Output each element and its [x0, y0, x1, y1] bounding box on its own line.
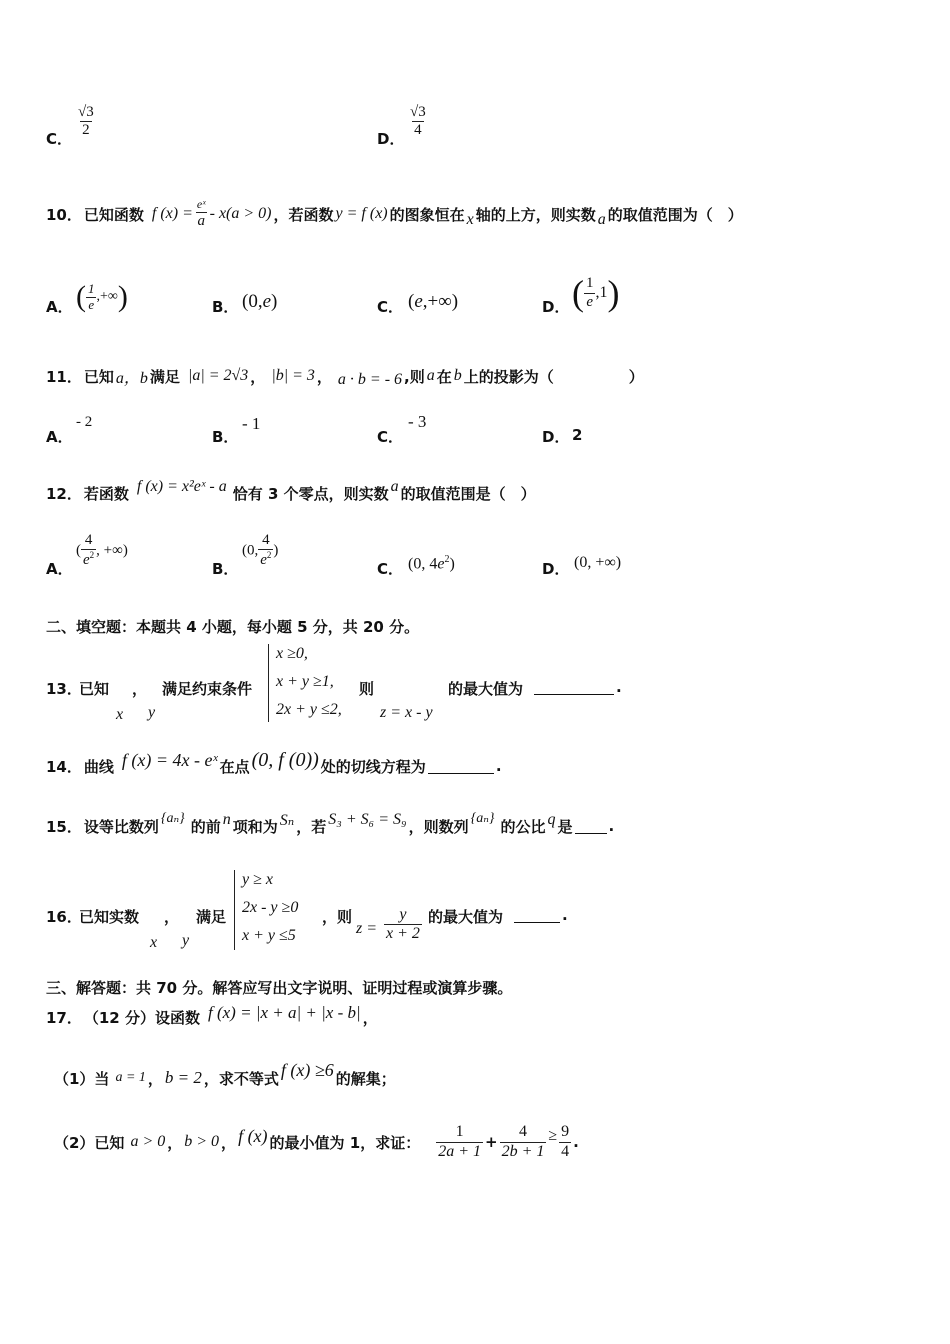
q17-part-2-b: b > 0: [184, 1133, 220, 1150]
q12-option-a: ( $\frac{4}{e^2}$ , +∞): [76, 532, 128, 569]
q13-constraint-1: x ≥0,: [276, 645, 308, 662]
q10-expr-y: y = f (x): [335, 205, 388, 222]
q17-part-2-frac-1: [436, 1123, 483, 1161]
q17-part-1-a: a = 1: [115, 1070, 146, 1085]
q10-func-den: a: [197, 212, 205, 229]
q11-cond-1: |a| = 2√3: [187, 367, 249, 384]
q10-option-d-label: D．: [542, 298, 570, 316]
q10-text-1: 已知函数: [83, 205, 144, 224]
q11-cond-3: a · b = - 6: [337, 371, 403, 388]
q10-func-num: eˣ: [196, 196, 206, 211]
q17-number: 17．: [46, 1008, 82, 1027]
q17-part-2-a: a > 0: [130, 1133, 166, 1150]
q16-sep: ，: [164, 908, 180, 926]
q15-text-3: 项和为: [232, 817, 278, 836]
q13-text-2: 满足约束条件: [162, 680, 253, 698]
q12-text-3: 的取值范围是（ ）: [400, 484, 536, 503]
q12-option-c: (0, $4e^2$): [408, 554, 455, 573]
q10-option-a-label: A．: [46, 298, 73, 316]
q17-part-2-ge: ≥: [548, 1127, 558, 1144]
q11-text-3: ,则: [404, 367, 425, 386]
q17-part-2-sep: ，: [167, 1133, 183, 1152]
q17-part-2-label: （2）已知: [54, 1133, 125, 1152]
q9-c-den: 2: [82, 122, 90, 139]
q17-func: f (x) = |x + a| + |x - b|: [207, 1003, 361, 1022]
q17-part-2-f: f (x): [238, 1125, 268, 1146]
q17-frac-1-num: 1: [455, 1123, 464, 1141]
q10-func-rest: - x(a > 0): [209, 205, 272, 222]
q10-func-frac: [195, 198, 208, 230]
q11-option-b-label: B．: [212, 428, 239, 446]
q15-text-4: ，若: [296, 817, 327, 836]
q17-frac-3-den: 4: [561, 1142, 570, 1160]
q17-frac-2-den: 2b + 1: [501, 1142, 545, 1160]
q17-frac-1-den: 2a + 1: [438, 1142, 482, 1160]
q12-options: [46, 530, 686, 582]
q17-part-2-end: .: [573, 1133, 579, 1151]
q17-part-2-plus: +: [485, 1133, 498, 1151]
q13-end: .: [616, 678, 622, 696]
q12-text-1: 若函数: [83, 484, 129, 503]
question-15: [46, 806, 614, 846]
q17-part-1-label: （1）当: [54, 1069, 110, 1088]
q16-constraint-2: 2x - y ≥0: [242, 899, 299, 916]
q12-option-a-label: A．: [46, 560, 73, 578]
section-3-heading: 三、解答题：共 70 分。解答应写出文字说明、证明过程或演算步骤。: [46, 979, 513, 997]
q13-constraint-2: x + y ≥1,: [276, 673, 334, 690]
q14-point: (0, f (0)): [251, 748, 319, 771]
q17-part-2: [54, 1116, 579, 1168]
q10-option-c: (e,+∞): [408, 291, 459, 312]
q10-option-b-label: B．: [212, 298, 239, 316]
q17-part-2-frac-2: [500, 1123, 547, 1161]
q13-var-y: y: [148, 704, 156, 721]
q16-end: .: [562, 906, 568, 924]
q11-option-a-label: A．: [46, 428, 73, 446]
q12-number: 12．: [46, 484, 82, 503]
q10-text-3: 的图象恒在: [389, 205, 465, 224]
q15-text-5: ，则数列: [408, 817, 469, 836]
q12-func: f (x) = x²eˣ - a: [136, 478, 227, 495]
q15-text-6: 的公比: [500, 817, 546, 836]
q17-part-1-inequality: f (x) ≥6: [280, 1059, 334, 1080]
question-10: [46, 192, 743, 236]
question-14: [46, 748, 502, 784]
q16-text-4: 的最大值为: [428, 908, 504, 926]
q15-text-7: 是: [557, 817, 573, 836]
q10-option-b: (0,e): [242, 291, 278, 312]
q17-text-2: ，: [362, 1008, 378, 1027]
q12-var-a: a: [390, 478, 399, 495]
q11-text-1: 已知: [83, 367, 114, 386]
q15-sequence: {aₙ}: [160, 810, 185, 826]
q12-option-b: (0, $\frac{4}{e^2}$ ): [242, 532, 279, 569]
q10-option-d: ( $\frac{1}{e}$ ,1): [572, 273, 620, 313]
q14-end: .: [495, 757, 502, 775]
q15-var-n: n: [222, 811, 231, 828]
q9-c-num: √3: [78, 104, 94, 120]
q17-part-1-b: b = 2: [164, 1068, 202, 1087]
q13-text-1: 已知: [79, 680, 110, 698]
q13-sep: ，: [132, 680, 148, 698]
q16-objective-num: y: [399, 906, 407, 923]
q14-text-2: 在点: [219, 757, 250, 776]
q15-text-2: 的前: [190, 817, 221, 836]
question-16: [46, 866, 686, 956]
q12-option-b-label: B．: [212, 560, 239, 578]
q10-var-x: x: [466, 211, 474, 228]
q15-condition: S₃ + S₆ = S₉: [328, 811, 407, 828]
q14-text-1: 曲线: [83, 757, 114, 776]
q14-func: f (x) = 4x - eˣ: [121, 749, 218, 770]
q16-text-3: ，则: [322, 908, 353, 926]
q13-text-4: 的最大值为: [448, 680, 524, 698]
q13-constraint-3: 2x + y ≤2,: [276, 701, 342, 718]
q11-var-a: a: [426, 367, 435, 384]
q16-number: 16．: [46, 908, 82, 926]
q13-number: 13．: [46, 680, 82, 698]
section-2-heading: 二、填空题：本题共 4 小题，每小题 5 分，共 20 分。: [46, 618, 420, 636]
question-11: [46, 360, 644, 392]
q11-option-c-label: C．: [377, 428, 404, 446]
q11-option-b: - 1: [242, 414, 261, 433]
q11-sep-1: ，: [250, 367, 266, 386]
q16-var-y: y: [182, 932, 190, 949]
q16-brace: [234, 870, 235, 950]
q11-option-a: - 2: [76, 414, 93, 430]
q9-option-d-fraction: [408, 104, 428, 140]
q17-part-2-text: 的最小值为 1，求证：: [269, 1133, 421, 1152]
q17-part-1: [54, 1060, 396, 1096]
q16-text-1: 已知实数: [79, 908, 140, 926]
q10-option-a: ( $\frac{1}{e}$ ,+∞): [76, 280, 128, 313]
q11-option-d-label: D．: [542, 428, 570, 446]
q13-brace: [268, 644, 269, 722]
q11-option-c: - 3: [408, 412, 427, 431]
q10-text-4: 轴的上方，则实数: [475, 205, 596, 224]
question-17: [46, 1000, 378, 1034]
question-12: [46, 478, 536, 508]
q10-func-lhs: f (x) =: [151, 205, 193, 222]
q13-text-3: 则: [359, 680, 375, 698]
q10-number: 10．: [46, 205, 82, 224]
q16-constraints: [242, 866, 298, 950]
q16-objective-den: x + 2: [386, 925, 420, 943]
q11-number: 11．: [46, 367, 82, 386]
q11-var-b: b: [453, 367, 462, 384]
q13-constraints: [276, 640, 342, 724]
q11-sep-2: ，: [316, 367, 332, 386]
q16-objective-lhs: z =: [356, 920, 378, 937]
q16-answer-blank[interactable]: [514, 908, 560, 923]
question-13: [46, 640, 686, 726]
q9-option-c-label: C．: [46, 130, 73, 148]
q13-var-x: x: [116, 706, 124, 723]
q9-option-d-label: D．: [377, 130, 405, 148]
q9-option-c-fraction: [76, 104, 96, 140]
q10-text-2: ，若函数: [273, 205, 334, 224]
q10-text-5: 的取值范围为（ ）: [607, 205, 743, 224]
q12-option-c-label: C．: [377, 560, 404, 578]
q17-frac-3-num: 9: [561, 1123, 570, 1141]
q13-answer-blank[interactable]: [534, 680, 614, 695]
q10-var-a: a: [597, 211, 606, 228]
q16-constraint-3: x + y ≤5: [242, 927, 296, 944]
q15-answer-blank[interactable]: [575, 819, 607, 834]
q17-frac-2-num: 4: [518, 1123, 527, 1141]
q17-part-1-text: ，求不等式: [203, 1069, 279, 1088]
q12-text-2: 恰有 3 个零点，则实数: [232, 484, 389, 503]
q9-d-num: √3: [410, 104, 426, 120]
q15-number: 15．: [46, 817, 82, 836]
q11-text-2: 满足: [149, 367, 180, 386]
q16-var-x: x: [150, 934, 158, 951]
q11-cond-2: |b| = 3: [271, 367, 315, 384]
q10-options: [46, 272, 646, 320]
q14-number: 14．: [46, 757, 82, 776]
q15-var-q: q: [547, 811, 556, 828]
q11-option-d: 2: [572, 426, 583, 444]
q11-vars: a，b: [115, 369, 148, 387]
q11-text-5: 上的投影为（ ）: [463, 367, 644, 386]
q17-part-2-frac-3: [559, 1123, 571, 1161]
q14-answer-blank[interactable]: [428, 759, 494, 774]
q15-text-1: 设等比数列: [83, 817, 159, 836]
q16-objective-frac: [384, 906, 422, 944]
q10-option-c-label: C．: [377, 298, 404, 316]
q17-part-1-sep: ，: [147, 1069, 163, 1088]
q11-text-4: 在: [436, 367, 452, 386]
q15-end: .: [608, 817, 615, 835]
q16-text-2: 满足: [196, 908, 227, 926]
q12-option-d-label: D．: [542, 560, 570, 578]
q11-options: [46, 412, 646, 448]
q17-part-2-sep-2: ，: [221, 1133, 237, 1152]
q15-sequence-2: {aₙ}: [470, 810, 495, 826]
q14-text-3: 处的切线方程为: [320, 757, 426, 776]
q17-part-1-end: 的解集；: [335, 1069, 396, 1088]
q13-objective: z = x - y: [380, 704, 433, 721]
q12-option-d: (0, +∞): [574, 554, 622, 571]
q9-d-den: 4: [414, 122, 422, 139]
q15-sum-sn: Sₙ: [279, 812, 295, 829]
q16-constraint-1: y ≥ x: [242, 871, 273, 888]
q17-text-1: （12 分）设函数: [83, 1008, 200, 1027]
